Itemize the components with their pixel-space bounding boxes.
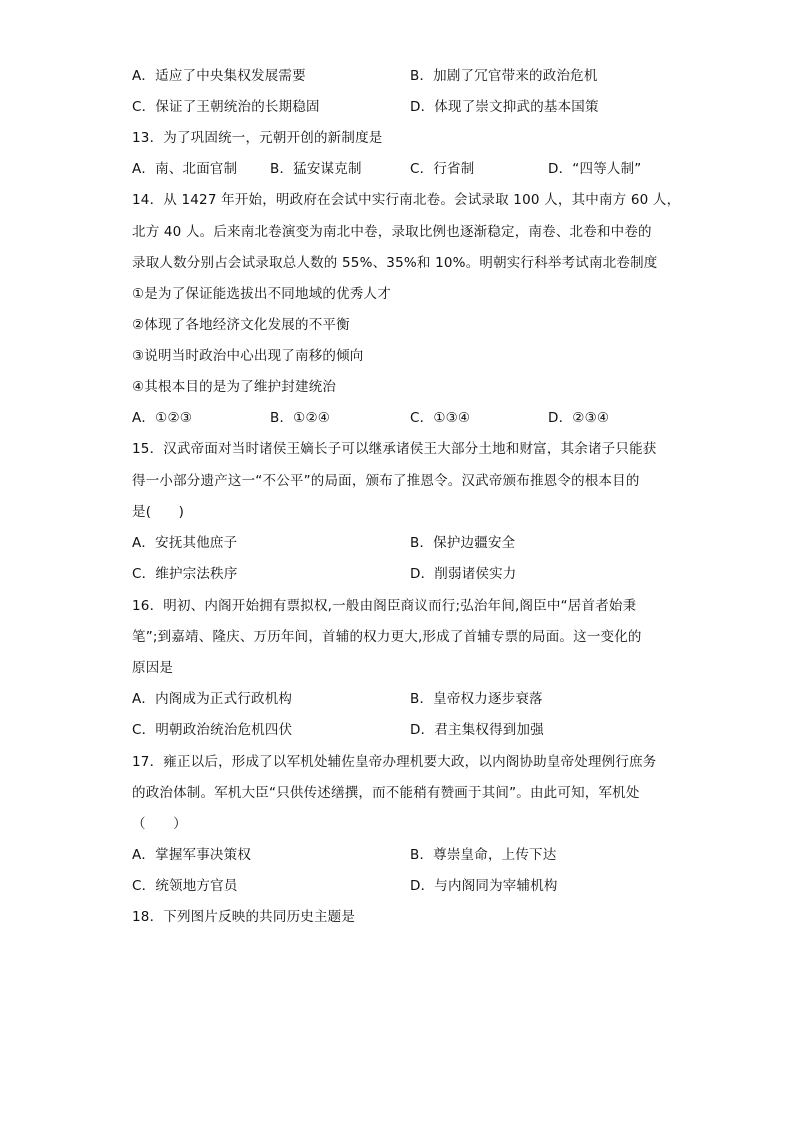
q17-option-b: B．尊崇皇命，上传下达 <box>410 847 557 863</box>
q14-option-c: C．①③④ <box>410 410 471 426</box>
q16-stem-line-3: 原因是 <box>132 660 174 676</box>
q14-stem-line-1: 14．从 1427 年开始，明政府在会试中实行南北卷。会试录取 100 人，其中南方 60 人， <box>132 192 681 208</box>
q15-option-c: C．维护宗法秩序 <box>132 566 238 582</box>
q17-option-c: C．统领地方官员 <box>132 878 238 894</box>
q13-option-d: D．“四等人制” <box>548 161 642 177</box>
q17-option-d: D．与内阁同为宰辅机构 <box>410 878 558 894</box>
q13-stem: 13．为了巩固统一，元朝开创的新制度是 <box>132 130 383 146</box>
q16-option-a: A．内阁成为正式行政机构 <box>132 691 293 707</box>
q14-option-b: B．①②④ <box>270 410 331 426</box>
q17-stem-line-2: 的政治体制。军机大臣“只供传述缮撰，而不能稍有赞画于其间”。由此可知，军机处 <box>132 785 640 801</box>
q15-stem-line-2: 得一小部分遗产这一“不公平”的局面，颁布了推恩令。汉武帝颁布推恩令的根本目的 <box>132 473 640 489</box>
q14-item-4: ④其根本目的是为了维护封建统治 <box>132 379 337 395</box>
q16-option-d: D．君主集权得到加强 <box>410 722 544 738</box>
q12-option-a: A．适应了中央集权发展需要 <box>132 68 306 84</box>
q14-option-a: A．①②③ <box>132 410 193 426</box>
q15-option-a: A．安抚其他庶子 <box>132 535 238 551</box>
q15-stem-line-1: 15．汉武帝面对当时诸侯王嫡长子可以继承诸侯王大部分土地和财富，其余诸子只能获 <box>132 441 657 457</box>
q16-option-b: B．皇帝权力逐步衰落 <box>410 691 543 707</box>
q14-stem-line-2: 北方 40 人。后来南北卷演变为南北中卷，录取比例也逐渐稳定，南卷、北卷和中卷的 <box>132 224 652 240</box>
q14-stem-line-3: 录取人数分别占会试录取总人数的 55%、35%和 10%。明朝实行科举考试南北卷制度 <box>132 255 658 271</box>
q17-option-a: A．掌握军事决策权 <box>132 847 252 863</box>
q14-item-3: ③说明当时政治中心出现了南移的倾向 <box>132 348 364 364</box>
q16-stem-line-2: 笔”;到嘉靖、隆庆、万历年间，首辅的权力更大,形成了首辅专票的局面。这一变化的 <box>132 629 642 645</box>
q14-option-d: D．②③④ <box>548 410 610 426</box>
q16-option-c: C．明朝政治统治危机四伏 <box>132 722 293 738</box>
q14-item-2: ②体现了各地经济文化发展的不平衡 <box>132 317 350 333</box>
q15-option-b: B．保护边疆安全 <box>410 535 516 551</box>
q15-stem-line-3: 是( ) <box>132 504 185 520</box>
q12-option-b: B．加剧了冗官带来的政治危机 <box>410 68 598 84</box>
q13-option-b: B．猛安谋克制 <box>270 161 362 177</box>
q12-option-d: D．体现了崇文抑武的基本国策 <box>410 99 599 115</box>
q17-stem-line-3: （ ） <box>132 816 187 832</box>
q14-item-1: ①是为了保证能选拔出不同地域的优秀人才 <box>132 286 391 302</box>
q16-stem-line-1: 16．明初、内阁开始拥有票拟权,一般由阁臣商议而行;弘治年间,阁臣中“居首者始秉 <box>132 598 637 614</box>
q17-stem-line-1: 17．雍正以后，形成了以军机处辅佐皇帝办理机要大政，以内阁协助皇帝处理例行庶务 <box>132 754 657 770</box>
q18-stem: 18．下列图片反映的共同历史主题是 <box>132 909 356 925</box>
q15-option-d: D．削弱诸侯实力 <box>410 566 517 582</box>
q12-option-c: C．保证了王朝统治的长期稳固 <box>132 99 320 115</box>
q13-option-c: C．行省制 <box>410 161 475 177</box>
q13-option-a: A．南、北面官制 <box>132 161 238 177</box>
